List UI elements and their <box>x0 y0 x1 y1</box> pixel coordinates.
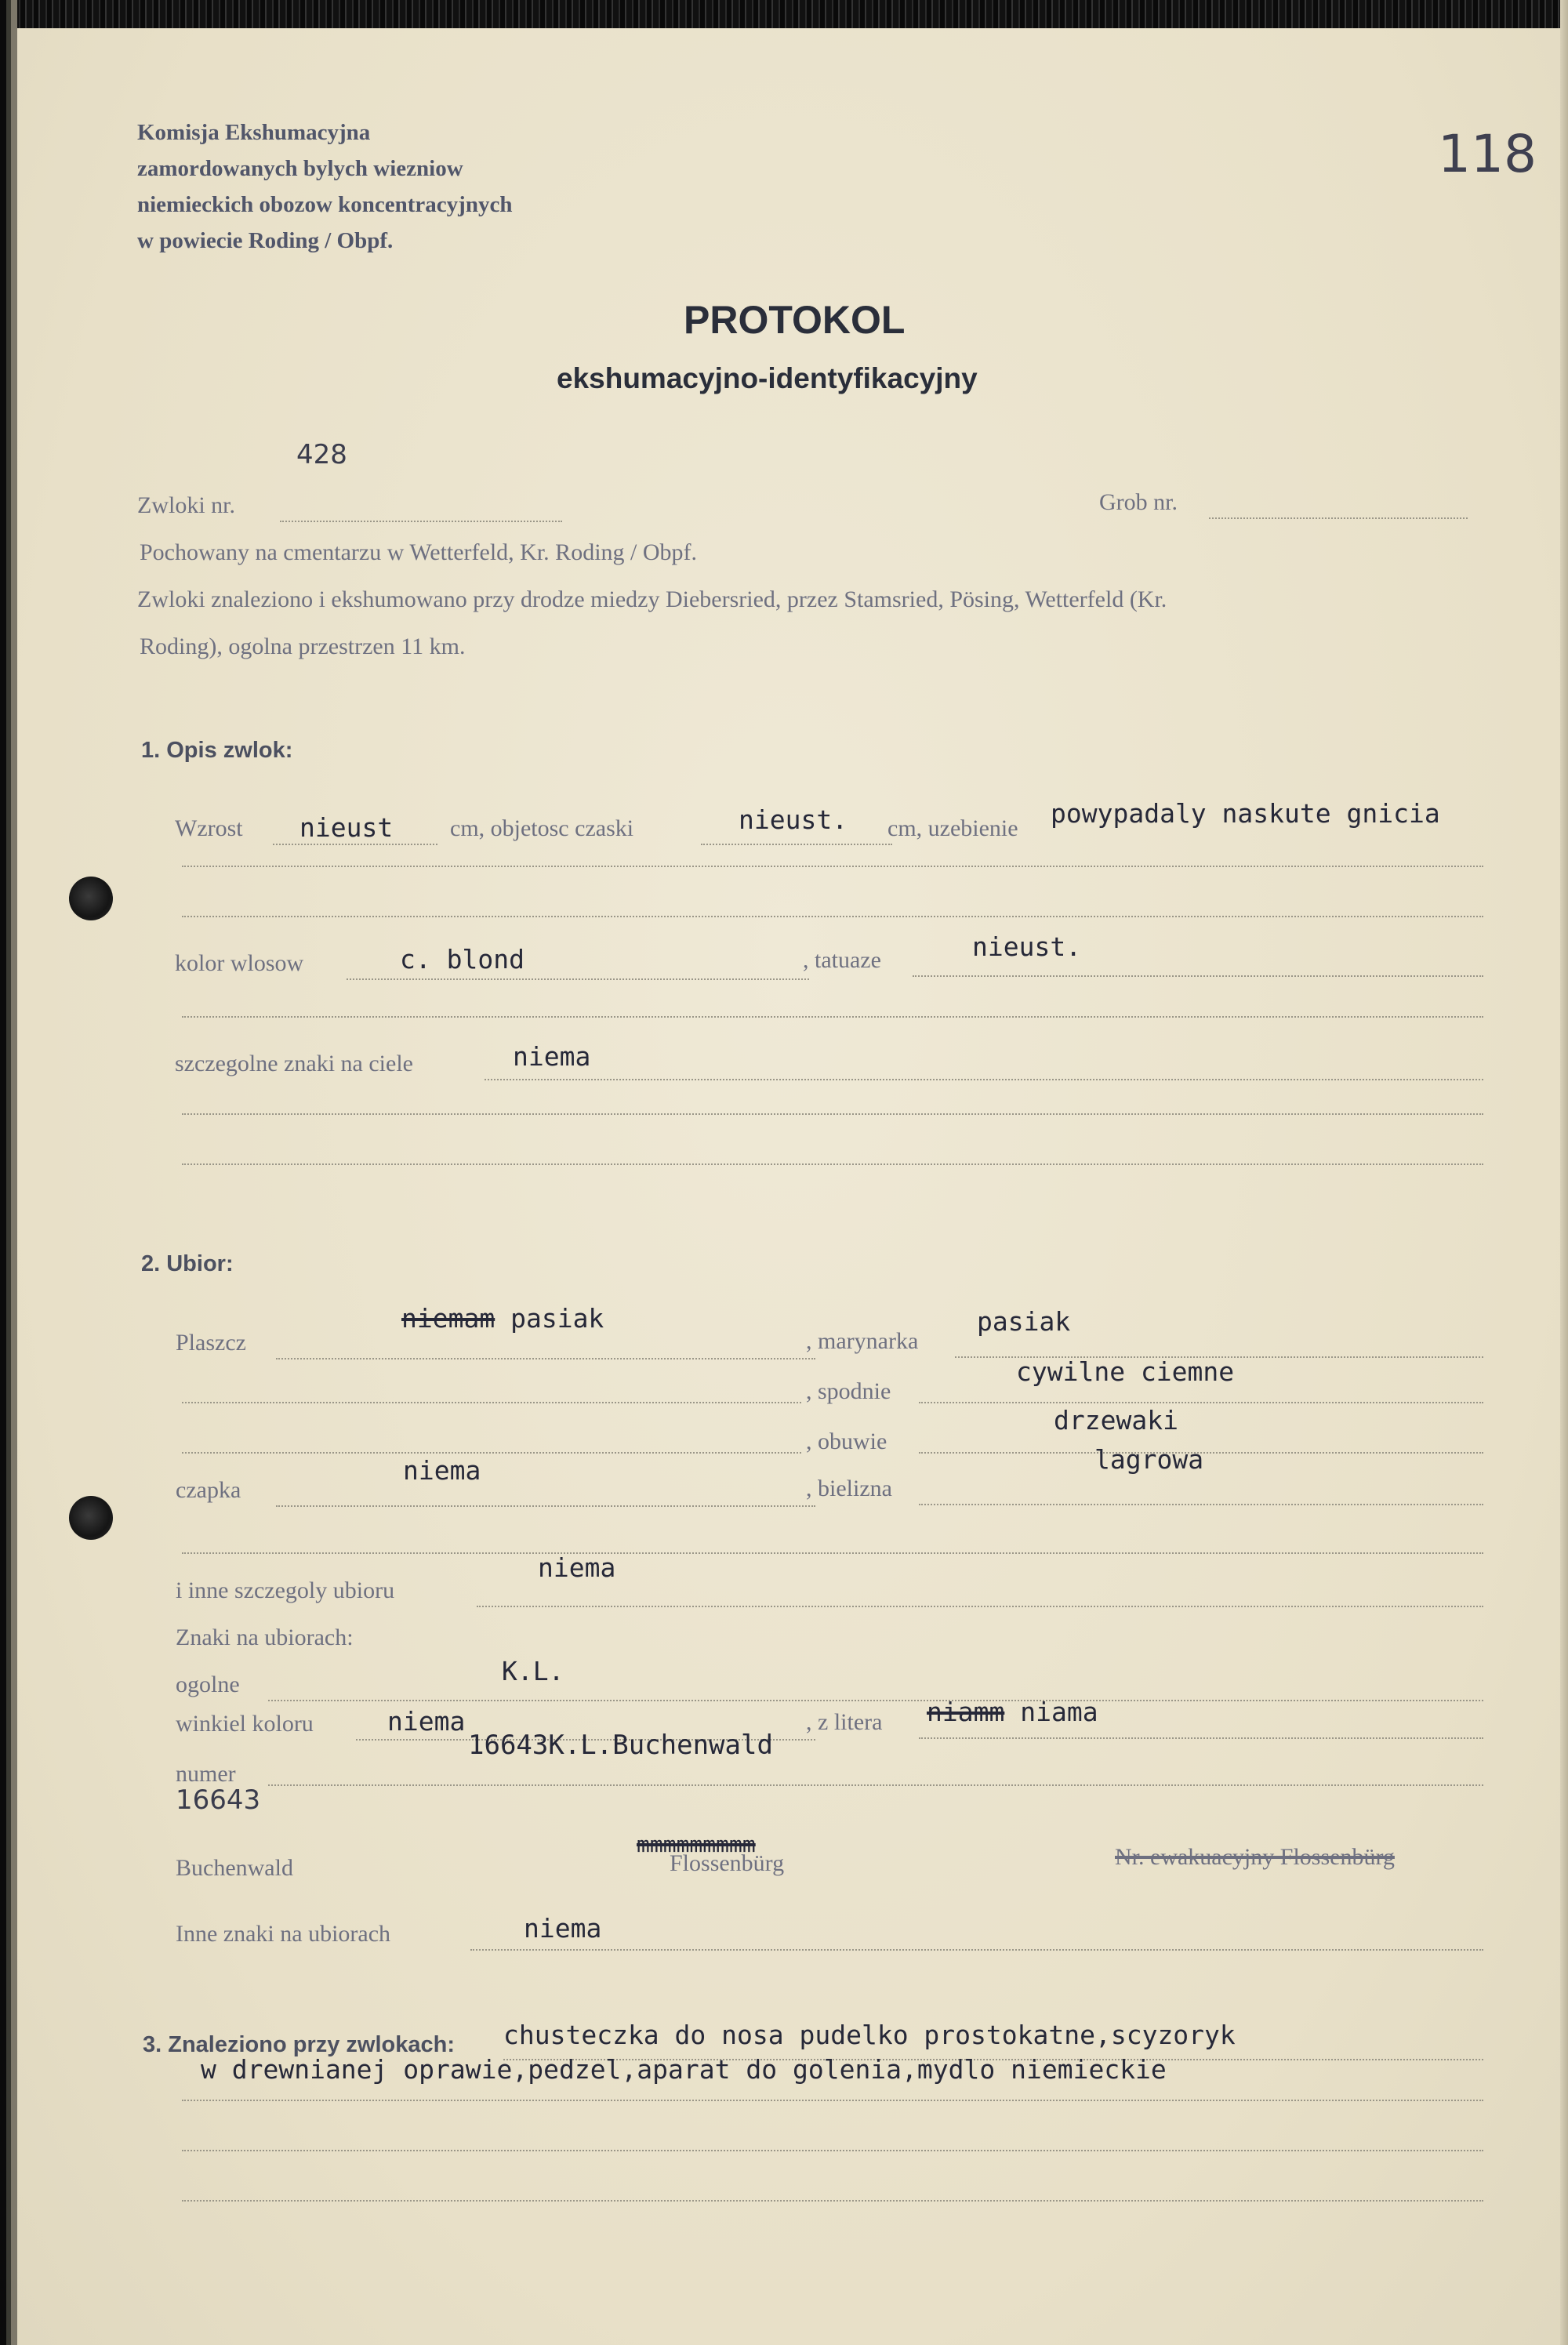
section-3-line-2: w drewnianej oprawie,pedzel,aparat do golenia,mydlo niemieckie <box>201 2054 1167 2085</box>
kolor-wlosow-line <box>347 978 809 980</box>
bielizna-value: lagrowa <box>1094 1444 1204 1475</box>
spodnie-value: cywilne ciemne <box>1016 1356 1235 1387</box>
z-litera-struck-text: niamm <box>927 1697 1005 1727</box>
scan-right-edge <box>1560 0 1568 2345</box>
section-1-line-e <box>182 1163 1483 1165</box>
uzebienie-value: powypadaly naskute gnicia <box>1051 798 1440 829</box>
document-page <box>17 28 1560 2345</box>
objetosc-label: cm, objetosc czaski <box>450 815 634 841</box>
obuwie-label: , obuwie <box>806 1428 887 1454</box>
ogolne-label: ogolne <box>176 1672 240 1697</box>
section-2-heading: 2. Ubior: <box>141 1251 234 1276</box>
plaszcz-struck-text: niemam <box>401 1303 495 1334</box>
grob-label: Grob nr. <box>1099 489 1178 515</box>
inne-znaki-label: Inne znaki na ubiorach <box>176 1921 391 1947</box>
obuwie-left-line <box>182 1452 801 1454</box>
punch-hole-lower <box>69 1496 113 1540</box>
inne-szczegoly-value: niema <box>538 1552 616 1583</box>
zwloki-line <box>280 521 562 522</box>
wzrost-line <box>273 844 437 845</box>
zwloki-label: Zwloki nr. <box>137 492 235 518</box>
z-litera-value: niama <box>1020 1697 1098 1727</box>
numer-handwritten-value: 16643 <box>176 1784 261 1816</box>
plaszcz-value: pasiak <box>510 1303 604 1334</box>
inne-szczegoly-line <box>477 1606 1483 1607</box>
scan-top-border <box>0 0 1568 28</box>
spodnie-line <box>919 1402 1483 1403</box>
tatuaze-line <box>913 975 1483 977</box>
grob-line <box>1209 517 1468 519</box>
znaki-cialo-line <box>485 1079 1483 1080</box>
plaszcz-line <box>276 1358 815 1359</box>
flossenburg-label: Flossenbürg <box>670 1850 785 1876</box>
z-litera-label: , z litera <box>806 1709 883 1735</box>
burial-line-2: Zwloki znaleziono i ekshumowano przy drodze miedzy Diebersried, przez Stamsried, Pösing, Wetterfeld (Kr. <box>137 586 1167 612</box>
z-litera-value-line <box>927 1697 1098 1727</box>
header-line-4: w powiecie Roding / Obpf. <box>137 228 394 253</box>
section-1-line-c <box>182 1016 1483 1018</box>
czapka-line <box>276 1505 815 1507</box>
section-1-line-d <box>182 1113 1483 1115</box>
kolor-wlosow-label: kolor wlosow <box>175 950 304 976</box>
page-number: 118 <box>1438 124 1537 184</box>
czaszka-value: nieust. <box>739 804 848 835</box>
ogolne-value: K.L. <box>502 1656 564 1686</box>
wzrost-value: nieust <box>299 812 394 843</box>
section-2-line-a <box>182 1552 1483 1554</box>
buchenwald-label: Buchenwald <box>176 1855 293 1881</box>
tatuaze-value: nieust. <box>972 931 1082 962</box>
znaki-cialo-value: niema <box>513 1041 591 1072</box>
inne-znaki-line <box>470 1949 1483 1951</box>
section-3-line-1: chusteczka do nosa pudelko prostokatne,scyzoryk <box>503 2020 1236 2050</box>
document-subtitle: ekshumacyjno-identyfikacyjny <box>557 362 978 394</box>
spodnie-left-line <box>182 1402 801 1403</box>
marynarka-label: , marynarka <box>806 1328 919 1354</box>
header-line-2: zamordowanych bylych wiezniow <box>137 156 463 181</box>
section-3-line-c <box>182 2150 1483 2151</box>
wzrost-label: Wzrost <box>175 815 243 841</box>
winkiel-value: niema <box>387 1706 466 1737</box>
czaszka-line <box>701 844 892 845</box>
obuwie-value: drzewaki <box>1054 1405 1178 1436</box>
ogolne-line <box>268 1700 1483 1701</box>
znaki-ubior-label: Znaki na ubiorach: <box>176 1624 354 1650</box>
spodnie-label: , spodnie <box>806 1378 891 1404</box>
bielizna-line <box>919 1504 1483 1505</box>
punch-hole-upper <box>69 877 113 920</box>
scan-left-border <box>0 0 17 2345</box>
numer-line <box>268 1784 1483 1786</box>
section-1-line-a <box>182 866 1483 867</box>
section-3-line-b <box>182 2100 1483 2101</box>
inne-znaki-value: niema <box>524 1913 602 1944</box>
document-title: PROTOKOL <box>684 298 906 342</box>
tatuaze-label: , tatuaze <box>803 947 881 973</box>
numer-typed-value: 16643K.L.Buchenwald <box>468 1730 773 1761</box>
bielizna-label: , bielizna <box>806 1476 892 1501</box>
flossenburg-struck-text: mmmmmmmmm <box>637 1831 756 1857</box>
zwloki-number-value: 428 <box>296 439 347 470</box>
uzebienie-label: cm, uzebienie <box>887 815 1018 841</box>
plaszcz-value-line <box>401 1303 604 1334</box>
kolor-wlosow-value: c. blond <box>400 944 524 975</box>
burial-line-1: Pochowany na cmentarzu w Wetterfeld, Kr. Roding / Obpf. <box>140 539 698 565</box>
winkiel-label: winkiel koloru <box>176 1711 314 1737</box>
section-3-heading: 3. Znaleziono przy zwlokach: <box>143 2032 456 2057</box>
czapka-label: czapka <box>176 1477 241 1503</box>
section-1-line-b <box>182 916 1483 917</box>
header-line-1: Komisja Ekshumacyjna <box>137 120 371 145</box>
z-litera-line <box>919 1737 1483 1739</box>
plaszcz-label: Plaszcz <box>176 1330 246 1356</box>
znaki-cialo-label: szczegolne znaki na ciele <box>175 1051 413 1076</box>
burial-line-3: Roding), ogolna przestrzen 11 km. <box>140 633 466 659</box>
czapka-value: niema <box>403 1455 481 1486</box>
marynarka-value: pasiak <box>977 1306 1071 1337</box>
header-line-3: niemieckich obozow koncentracyjnych <box>137 192 513 217</box>
section-3-line-d <box>182 2200 1483 2202</box>
section-1-heading: 1. Opis zwlok: <box>141 738 293 763</box>
inne-szczegoly-label: i inne szczegoly ubioru <box>176 1577 395 1603</box>
nr-ewakuacyjny-label: Nr. ewakuacyjny Flossenbürg <box>1115 1844 1395 1870</box>
numer-label: numer <box>176 1761 236 1787</box>
